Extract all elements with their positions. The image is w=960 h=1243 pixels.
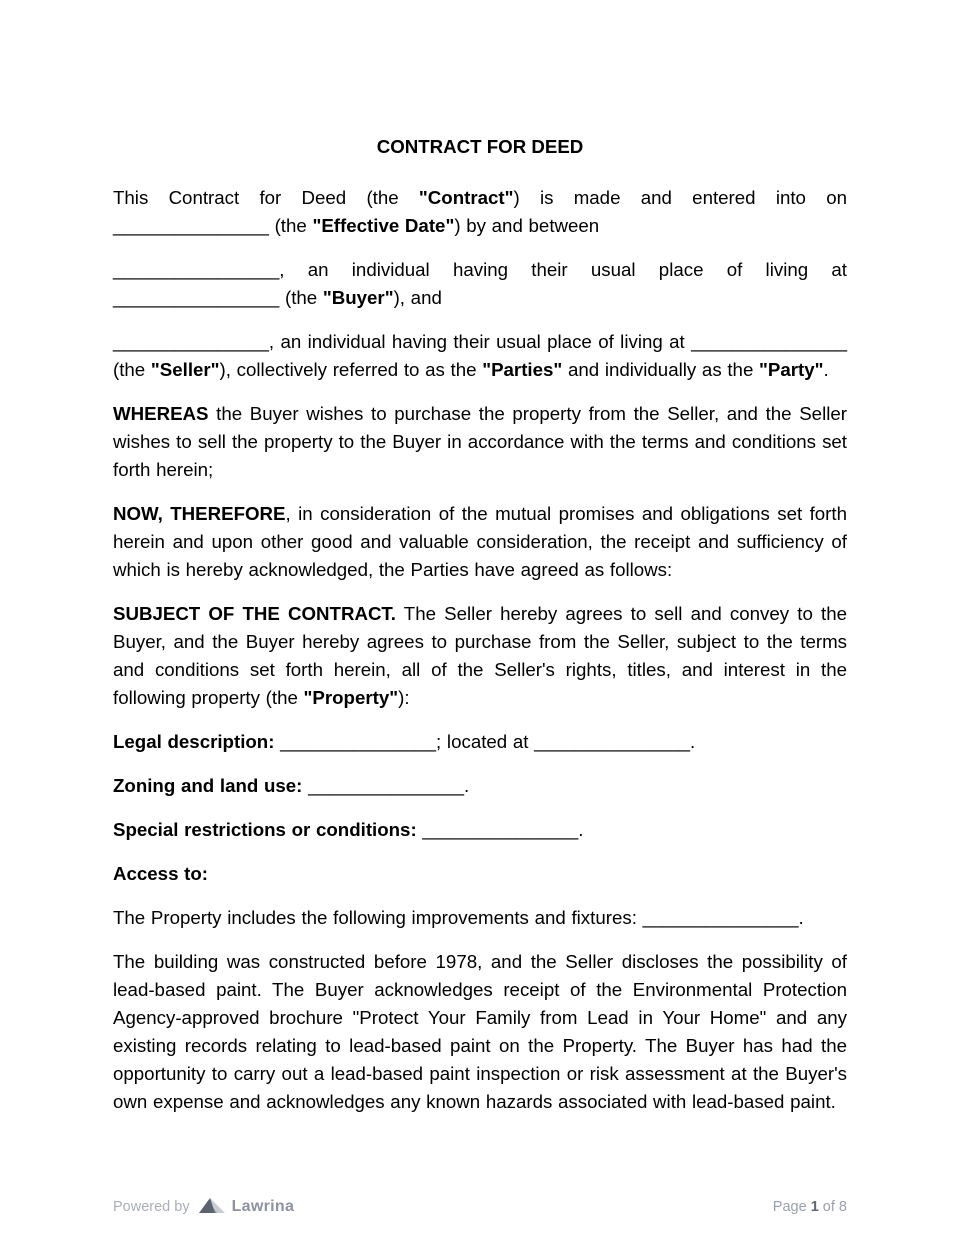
special-restrictions-line: Special restrictions or conditions: _______________. [113,819,584,840]
buyer-paragraph: ________________, an individual having their usual place of living at ________________ (the "Buyer"), and [113,259,847,308]
document-body [113,184,847,1116]
brand-name: Lawrina [231,1198,295,1215]
intro-paragraph: This Contract for Deed (the "Contract") is made and entered into on _______________ (the "Effective Date") by and between [113,187,847,236]
subject-of-contract-clause: SUBJECT OF THE CONTRACT. The Seller hereby agrees to sell and convey to the Buyer, and the Buyer hereby agrees to purchase from the Seller, subject to the terms and conditions set forth herein, all of the Seller's rights, titles, and interest in the following property (the "Property"): [113,603,848,708]
page-total: of 8 [818,1199,847,1215]
powered-by-label: Powered by [113,1199,190,1215]
zoning-line: Zoning and land use: _______________. [113,775,470,796]
page-footer [113,1195,847,1219]
page-indicator [773,1199,847,1215]
lead-paint-disclosure: The building was constructed before 1978, and the Seller discloses the possibility of lead-based paint. The Buyer acknowledges receipt of the Environmental Protection Agency-approved brochure "Protect Your Family from Lead in Your Home" and any existing records relating to lead-based paint on the Property. The Buyer has had the opportunity to carry out a lead-based paint inspection or risk assessment at the Buyer's own expense and acknowledges any known hazards associated with lead-based paint. [113,951,847,1112]
lawrina-logo-icon [199,1197,225,1218]
improvements-line: The Property includes the following improvements and fixtures: _______________. [113,907,804,928]
now-therefore-clause: NOW, THEREFORE, in consideration of the mutual promises and obligations set forth herein and upon other good and valuable consideration, the receipt and sufficiency of which is hereby acknowledged, the Parties have agreed as follows: [113,503,847,580]
seller-paragraph: _______________, an individual having their usual place of living at _______________ (the "Seller"), collectively referred to as the "Parties" and individually as the "Party". [113,331,847,380]
powered-by-block [113,1197,294,1218]
document-title: CONTRACT FOR DEED [376,136,584,157]
legal-description-line: Legal description: _______________; located at _______________. [113,731,696,752]
whereas-clause: WHEREAS the Buyer wishes to purchase the property from the Seller, and the Seller wishes to sell the property to the Buyer in accordance with the terms and conditions set forth herein; [113,403,847,480]
access-to-line: Access to: [113,863,209,884]
page-label: Page [772,1199,811,1215]
contract-document [113,133,847,1132]
page-number: 1 [810,1199,819,1215]
